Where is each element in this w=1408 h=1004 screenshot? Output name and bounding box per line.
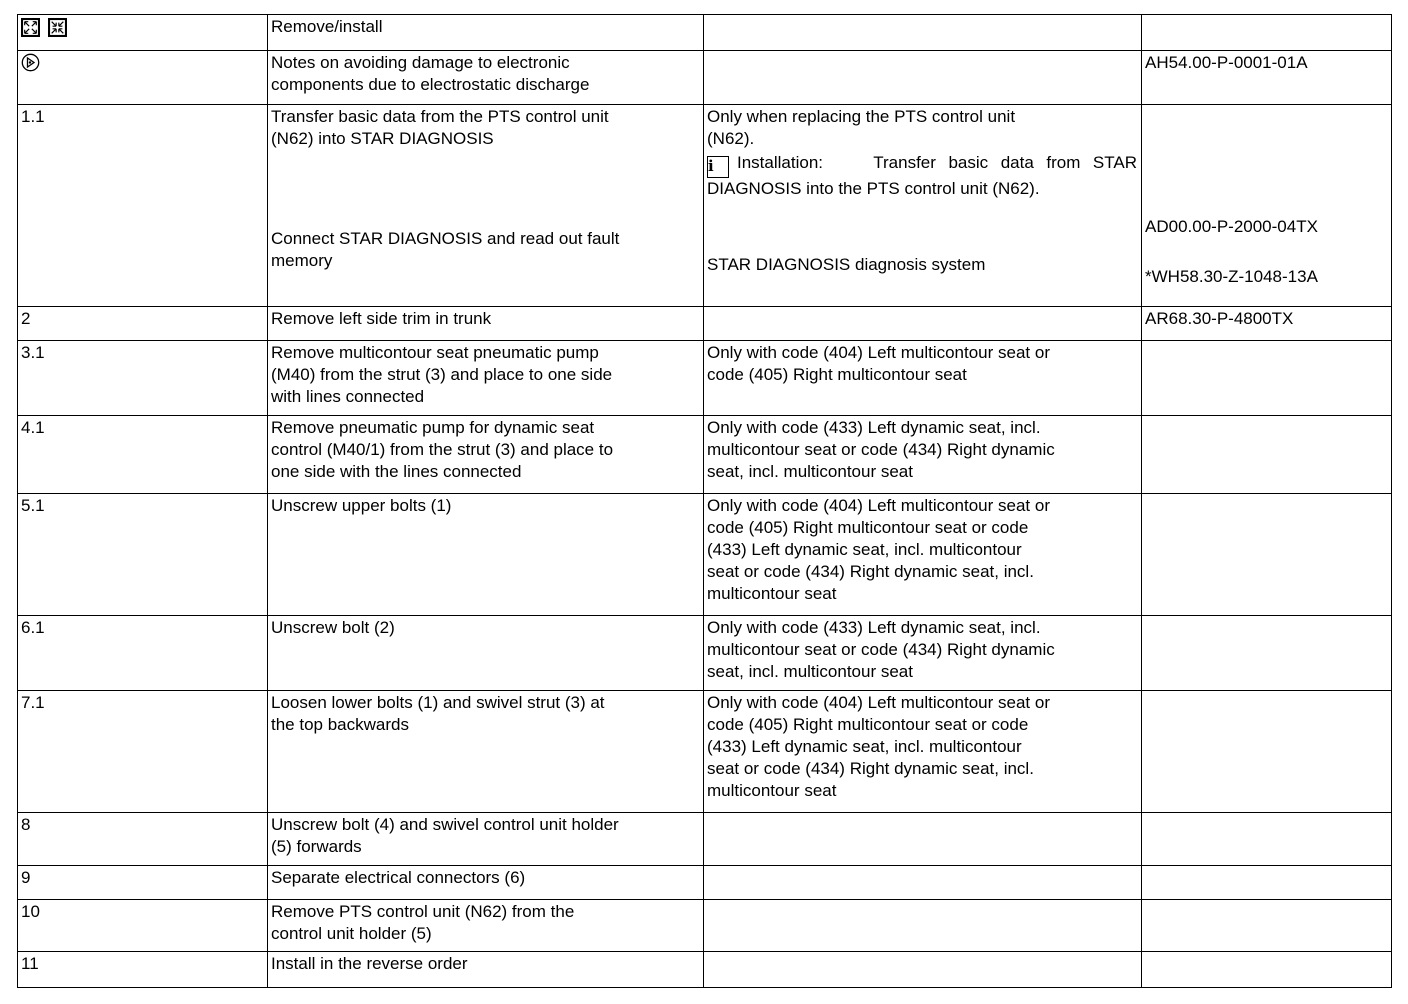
- condition-note: Only when replacing the PTS control unit (N62).: [707, 107, 1016, 148]
- info-icon: i: [707, 156, 729, 178]
- action-text: Separate electrical connectors (6): [271, 868, 526, 887]
- step-number: 11: [18, 952, 268, 988]
- action-text: Unscrew bolt (4) and swivel control unit holder (5) forwards: [271, 815, 619, 856]
- note-text: Notes on avoiding damage to electronic components due to electrostatic discharge: [271, 53, 590, 94]
- step-number: 10: [18, 900, 268, 952]
- action-text: Transfer basic data from the PTS control unit (N62) into STAR DIAGNOSIS: [271, 107, 609, 148]
- condition-note: Only with code (433) Left dynamic seat, incl. multicontour seat or code (434) Right dynamic seat, incl. multicontour seat: [707, 418, 1055, 481]
- expand-icon[interactable]: [21, 18, 40, 37]
- table-row: [18, 866, 1392, 900]
- table-row: [18, 307, 1392, 341]
- action-text: Remove pneumatic pump for dynamic seat control (M40/1) from the strut (3) and place to one side with the lines connected: [271, 418, 614, 481]
- collapse-icon[interactable]: [48, 18, 67, 37]
- step-number: 8: [18, 813, 268, 866]
- step-number: 7.1: [18, 691, 268, 813]
- table-row: [18, 691, 1392, 813]
- table-row: [18, 416, 1392, 494]
- step-number: 6.1: [18, 616, 268, 691]
- step-number: 2: [18, 307, 268, 341]
- procedure-table: [17, 14, 1392, 988]
- ref-link[interactable]: AD00.00-P-2000-04TX: [1145, 217, 1318, 236]
- condition-note: Only with code (404) Left multicontour seat or code (405) Right multicontour seat or code (433) Left dynamic seat, incl. multicontour seat or code (434) Right dynamic seat, incl. multicontour seat: [707, 496, 1050, 603]
- action-text: Loosen lower bolts (1) and swivel strut (3) at the top backwards: [271, 693, 605, 734]
- table-row: [18, 813, 1392, 866]
- tool-ref-link[interactable]: *WH58.30-Z-1048-13A: [1145, 267, 1318, 286]
- table-row: [18, 952, 1392, 988]
- tool-text: STAR DIAGNOSIS diagnosis system: [707, 255, 986, 274]
- info-note: [707, 152, 1137, 200]
- table-row: [18, 616, 1392, 691]
- step-number: 1.1: [18, 105, 268, 307]
- action-text: Remove multicontour seat pneumatic pump (M40) from the strut (3) and place to one side with lines connected: [271, 343, 613, 406]
- condition-note: Only with code (404) Left multicontour seat or code (405) Right multicontour seat or code (433) Left dynamic seat, incl. multicontour seat or code (434) Right dynamic seat, incl. multicontour seat: [707, 693, 1050, 800]
- action-text-2: Connect STAR DIAGNOSIS and read out fault memory: [271, 229, 620, 270]
- action-text: Remove PTS control unit (N62) from the control unit holder (5): [271, 902, 575, 943]
- step-number: 9: [18, 866, 268, 900]
- action-text: Remove left side trim in trunk: [271, 309, 492, 328]
- info-text: Transfer basic data from STAR DIAGNOSIS into the PTS control unit (N62).: [707, 153, 1137, 198]
- note-row: [18, 51, 1392, 105]
- step-number: 3.1: [18, 341, 268, 416]
- action-text: Unscrew upper bolts (1): [271, 496, 452, 515]
- action-text: Unscrew bolt (2): [271, 618, 395, 637]
- step-number: 5.1: [18, 494, 268, 616]
- table-row: [18, 900, 1392, 952]
- action-text: Install in the reverse order: [271, 954, 468, 973]
- header-icons-cell: [18, 15, 268, 51]
- condition-note: Only with code (433) Left dynamic seat, incl. multicontour seat or code (434) Right dynamic seat, incl. multicontour seat: [707, 618, 1055, 681]
- page-title: Remove/install: [268, 15, 704, 51]
- warning-arrow-icon: [21, 53, 40, 72]
- step-number: 4.1: [18, 416, 268, 494]
- table-row: [18, 105, 1392, 307]
- table-row: [18, 341, 1392, 416]
- condition-note: Only with code (404) Left multicontour seat or code (405) Right multicontour seat: [707, 343, 1050, 384]
- table-row: [18, 494, 1392, 616]
- header-row: [18, 15, 1392, 51]
- info-label: Installation:: [737, 153, 823, 172]
- note-ref-link[interactable]: AH54.00-P-0001-01A: [1145, 53, 1308, 72]
- ref-link[interactable]: AR68.30-P-4800TX: [1145, 309, 1294, 328]
